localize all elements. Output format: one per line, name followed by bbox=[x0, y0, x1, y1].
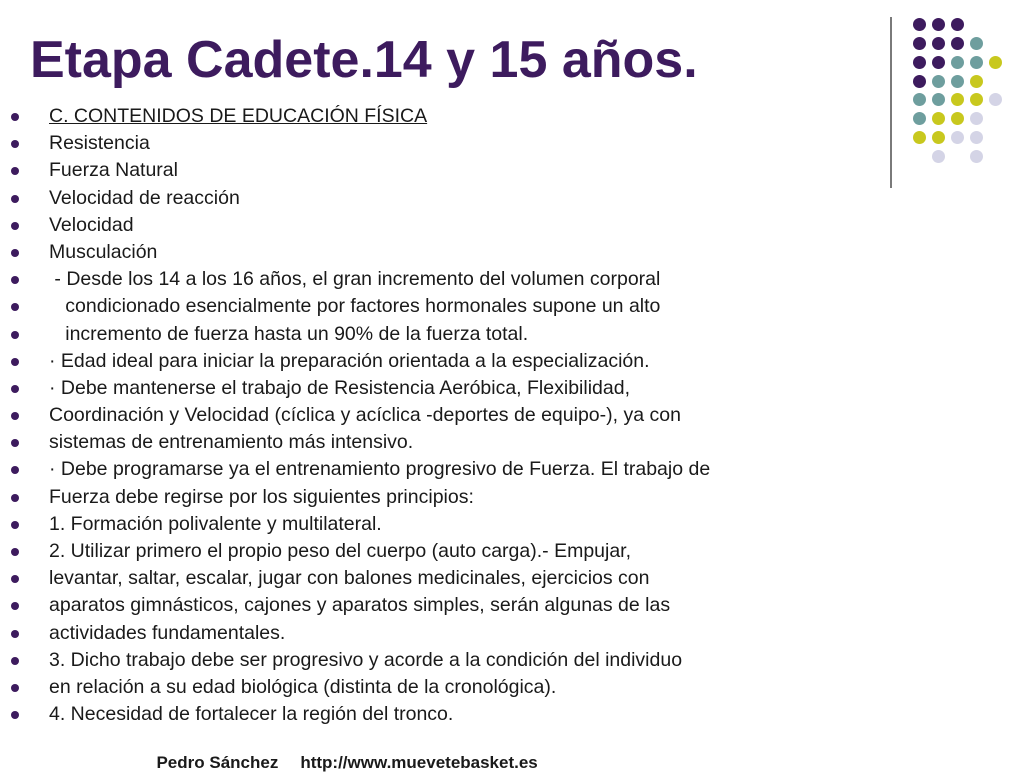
bullet-icon bbox=[11, 439, 19, 447]
bullet-icon bbox=[11, 711, 19, 719]
list-item bbox=[0, 321, 1024, 348]
decorative-dot bbox=[913, 75, 926, 88]
list-item-text: · Edad ideal para iniciar la preparación orientada a la especialización. bbox=[49, 349, 650, 372]
list-item bbox=[0, 239, 1024, 266]
decorative-dot bbox=[932, 18, 945, 31]
list-item-text: Fuerza debe regirse por los siguientes principios: bbox=[49, 485, 474, 508]
decorative-dot bbox=[913, 18, 926, 31]
list-item-text: · Debe mantenerse el trabajo de Resistencia Aeróbica, Flexibilidad, bbox=[49, 376, 630, 399]
list-item-text: condicionado esencialmente por factores hormonales supone un alto bbox=[49, 295, 661, 318]
list-item bbox=[0, 348, 1024, 375]
list-item-text: sistemas de entrenamiento más intensivo. bbox=[49, 431, 414, 454]
bullet-icon bbox=[11, 657, 19, 665]
list-item-text: - Desde los 14 a los 16 años, el gran incremento del volumen corporal bbox=[49, 268, 661, 291]
list-item bbox=[0, 402, 1024, 429]
list-item-text: Musculación bbox=[49, 240, 158, 263]
list-item bbox=[0, 375, 1024, 402]
list-item-text: incremento de fuerza hasta un 90% de la fuerza total. bbox=[49, 322, 529, 345]
bullet-icon bbox=[11, 602, 19, 610]
bullet-icon bbox=[11, 276, 19, 284]
list-item bbox=[0, 293, 1024, 320]
decorative-dot bbox=[970, 75, 983, 88]
list-item bbox=[0, 484, 1024, 511]
bullet-icon bbox=[11, 358, 19, 366]
list-item bbox=[0, 185, 1024, 212]
bullet-icon bbox=[11, 630, 19, 638]
list-item bbox=[0, 266, 1024, 293]
footer-url: http://www.muevetebasket.es bbox=[300, 753, 538, 772]
footer-author: Pedro Sánchez bbox=[156, 753, 279, 772]
bullet-icon bbox=[11, 303, 19, 311]
list-item bbox=[0, 456, 1024, 483]
list-item bbox=[0, 647, 1024, 674]
bullet-icon bbox=[11, 167, 19, 175]
bullet-icon bbox=[11, 494, 19, 502]
bullet-icon bbox=[11, 249, 19, 257]
section-heading: C. CONTENIDOS DE EDUCACIÓN FÍSICA bbox=[49, 105, 428, 127]
decorative-dot bbox=[932, 75, 945, 88]
bullet-icon bbox=[11, 113, 19, 121]
bullet-icon bbox=[11, 140, 19, 148]
bullet-list bbox=[0, 103, 1024, 728]
list-item bbox=[0, 130, 1024, 157]
bullet-icon bbox=[11, 575, 19, 583]
list-item-text: 3. Dicho trabajo debe ser progresivo y acorde a la condición del individuo bbox=[49, 648, 683, 671]
list-item bbox=[0, 620, 1024, 647]
slide-title: Etapa Cadete.14 y 15 años. bbox=[30, 31, 698, 89]
list-item bbox=[0, 565, 1024, 592]
decorative-dot bbox=[970, 56, 983, 69]
list-item-text: actividades fundamentales. bbox=[49, 621, 286, 644]
bullet-icon bbox=[11, 521, 19, 529]
list-item-text: levantar, saltar, escalar, jugar con balones medicinales, ejercicios con bbox=[49, 567, 650, 590]
list-item bbox=[0, 212, 1024, 239]
decorative-dot bbox=[951, 75, 964, 88]
bullet-icon bbox=[11, 684, 19, 692]
list-item bbox=[0, 701, 1024, 728]
list-item-text: 4. Necesidad de fortalecer la región del tronco. bbox=[49, 703, 454, 726]
list-item bbox=[0, 592, 1024, 619]
list-item-text: Resistencia bbox=[49, 132, 150, 155]
list-item bbox=[0, 103, 1024, 130]
decorative-dot bbox=[989, 56, 1002, 69]
decorative-dot bbox=[932, 56, 945, 69]
list-item-text: Coordinación y Velocidad (cíclica y acíclica -deportes de equipo-), ya con bbox=[49, 404, 681, 427]
list-item-text: 2. Utilizar primero el propio peso del cuerpo (auto carga).- Empujar, bbox=[49, 540, 632, 562]
list-item bbox=[0, 511, 1024, 538]
list-item bbox=[0, 429, 1024, 456]
list-item-text: en relación a su edad biológica (distinta de la cronológica). bbox=[49, 675, 557, 698]
bullet-icon bbox=[11, 412, 19, 420]
list-item-text: Velocidad bbox=[49, 213, 134, 236]
list-item-text: 1. Formación polivalente y multilateral. bbox=[49, 512, 382, 535]
bullet-icon bbox=[11, 385, 19, 393]
list-item-text: Fuerza Natural bbox=[49, 159, 178, 182]
decorative-dot bbox=[951, 18, 964, 31]
decorative-dot bbox=[951, 56, 964, 69]
bullet-icon bbox=[11, 331, 19, 339]
list-item-text: Velocidad de reacción bbox=[49, 186, 240, 209]
bullet-icon bbox=[11, 195, 19, 203]
bullet-icon bbox=[11, 466, 19, 474]
bullet-icon bbox=[11, 548, 19, 556]
decorative-dot bbox=[970, 37, 983, 50]
list-item bbox=[0, 674, 1024, 701]
list-item-text: · Debe programarse ya el entrenamiento progresivo de Fuerza. El trabajo de bbox=[49, 458, 711, 481]
decorative-dot bbox=[951, 37, 964, 50]
decorative-dot bbox=[913, 56, 926, 69]
slide-footer bbox=[147, 733, 538, 773]
decorative-dot bbox=[932, 37, 945, 50]
list-item bbox=[0, 157, 1024, 184]
decorative-dot bbox=[913, 37, 926, 50]
bullet-icon bbox=[11, 222, 19, 230]
list-item bbox=[0, 538, 1024, 565]
list-item-text: aparatos gimnásticos, cajones y aparatos simples, serán algunas de las bbox=[49, 594, 671, 617]
